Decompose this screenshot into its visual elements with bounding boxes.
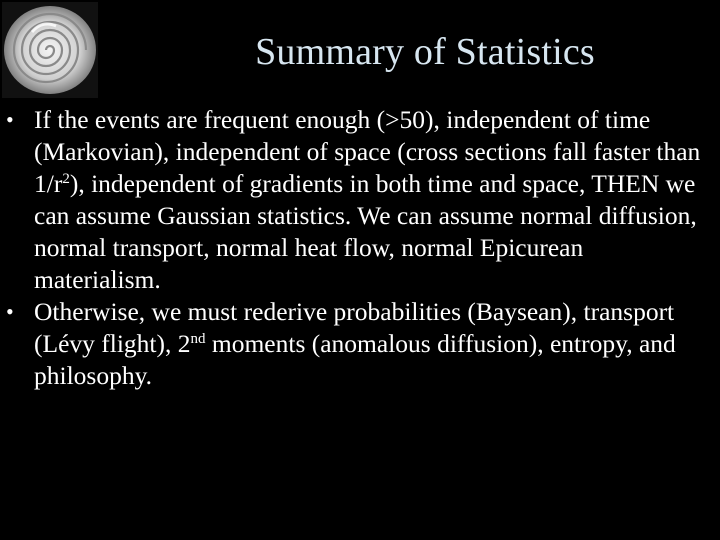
bullet-item-gaussian bbox=[0, 104, 720, 296]
slide-title: Summary of Statistics bbox=[255, 31, 595, 73]
spiral-shell-icon bbox=[2, 2, 98, 98]
superscript: nd bbox=[190, 331, 206, 347]
bullet-text: If the events are frequent enough (>50), independent of time (Markovian), independent of space (cross sections fall faster than 1/r bbox=[34, 105, 701, 198]
bullet-mark: • bbox=[6, 299, 14, 324]
superscript: 2 bbox=[62, 171, 70, 187]
bullet-item-otherwise bbox=[0, 296, 720, 392]
bullet-text-cont: moments (anomalous diffusion), entropy, and philosophy. bbox=[34, 329, 676, 390]
bullet-text: Otherwise, we must rederive probabilities (Baysean), transport (Lévy flight), 2 bbox=[34, 297, 675, 358]
bullet-list bbox=[0, 104, 720, 392]
bullet-text-cont: ), independent of gradients in both time and space, THEN we can assume Gaussian statistics. We can assume normal diffusion, normal transport, normal heat flow, normal Epicurean materialism. bbox=[34, 169, 697, 294]
bullet-mark: • bbox=[6, 107, 14, 132]
